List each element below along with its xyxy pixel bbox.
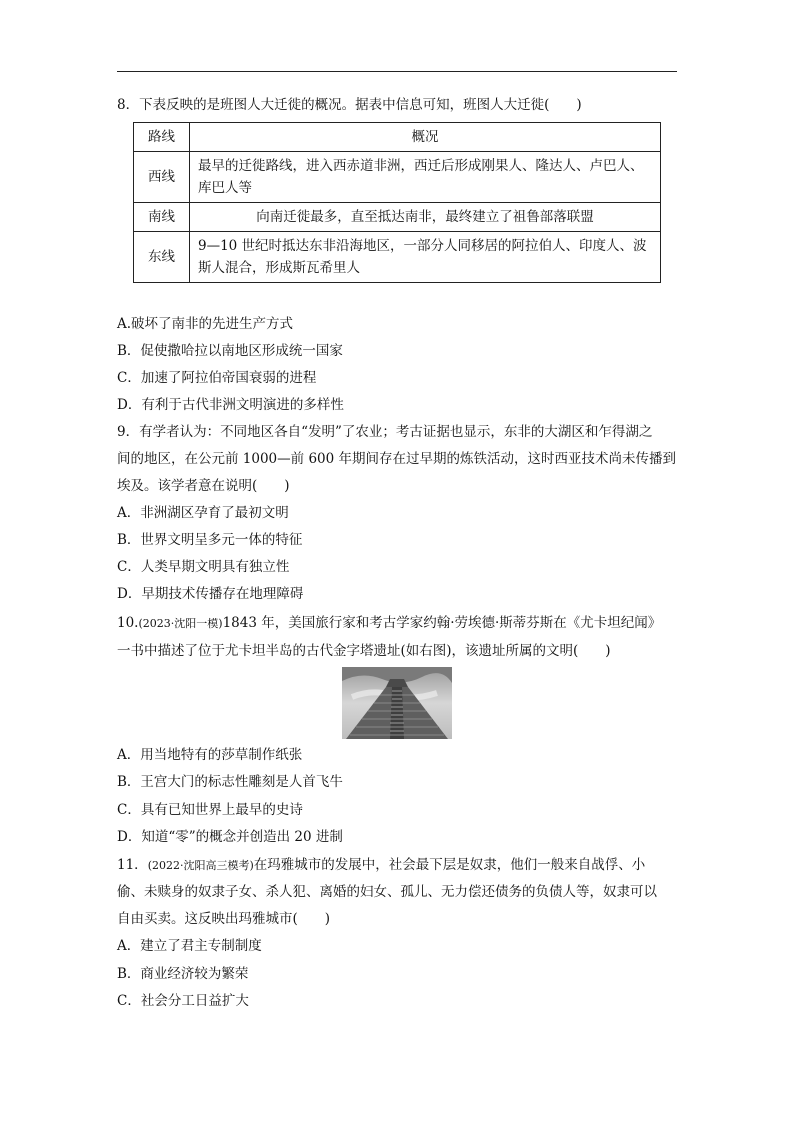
q10-stem-line2: 一书中描述了位于尤卡坦半岛的古代金字塔遗址(如右图)，该遗址所属的文明( )	[117, 643, 611, 659]
desc-line: 最早的迁徙路线，进入西赤道非洲，西迁后形成刚果人、隆达人、卢巴人、	[198, 158, 644, 174]
pyramid-photo-icon	[342, 667, 452, 739]
desc-line: 向南迁徙最多，直至抵达南非，最终建立了祖鲁部落联盟	[256, 209, 594, 225]
q11-source: (2022·沈阳高三模考)	[147, 859, 254, 872]
desc-cell	[190, 152, 661, 203]
desc-cell	[190, 232, 661, 283]
desc-line: 斯人混合，形成斯瓦希里人	[198, 260, 360, 276]
q8-stem: 8．下表反映的是班图人大迁徙的概况。据表中信息可知，班图人大迁徙( )	[117, 97, 582, 113]
q11-option-a[interactable]: A．建立了君主专制制度	[117, 938, 262, 954]
route-cell: 东线	[134, 232, 190, 283]
q11-stem-text: 在玛雅城市的发展中，社会最下层是奴隶，他们一般来自战俘、小	[253, 857, 646, 873]
q11-stem-line2: 偷、未赎身的奴隶子女、杀人犯、离婚的妇女、孤儿、无力偿还债务的负债人等，奴隶可以	[117, 884, 657, 900]
table-header-route: 路线	[134, 123, 190, 152]
q9-stem-line1: 9．有学者认为：不同地区各自“发明”了农业；考古证据也显示，东非的大湖区和乍得湖之	[117, 424, 653, 440]
q8-option-a[interactable]: A.破坏了南非的先进生产方式	[117, 316, 294, 332]
q9-option-a[interactable]: A．非洲湖区孕育了最初文明	[117, 505, 289, 521]
q8-option-c[interactable]: C．加速了阿拉伯帝国衰弱的进程	[117, 370, 317, 386]
q8-option-d[interactable]: D．有利于古代非洲文明演进的多样性	[117, 397, 344, 413]
header-rule	[117, 71, 677, 72]
table-row	[134, 152, 661, 203]
q11-number: 11．	[117, 857, 148, 873]
desc-line: 库巴人等	[198, 180, 252, 196]
q11-stem-line3: 自由买卖。这反映出玛雅城市( )	[117, 911, 331, 927]
q10-source: (2023·沈阳一模)	[138, 617, 223, 630]
q9-option-b[interactable]: B．世界文明呈多元一体的特征	[117, 532, 303, 548]
q9-stem-line3: 埃及。该学者意在说明( )	[117, 478, 290, 494]
table-header-overview: 概况	[190, 123, 661, 152]
q11-option-b[interactable]: B．商业经济较为繁荣	[117, 966, 249, 982]
q9-stem-line2: 间的地区，在公元前 1000—前 600 年期间存在过早期的炼铁活动，这时西亚技术尚未传播到	[117, 451, 676, 467]
table-row	[134, 232, 661, 283]
q10-option-a[interactable]: A．用当地特有的莎草制作纸张	[117, 747, 303, 763]
desc-cell	[190, 203, 661, 232]
table-header-row	[134, 123, 661, 152]
route-cell: 南线	[134, 203, 190, 232]
q11-stem-line1	[117, 856, 645, 875]
migration-table	[133, 122, 661, 283]
q11-option-c[interactable]: C．社会分工日益扩大	[117, 993, 249, 1009]
q8-option-b[interactable]: B．促使撒哈拉以南地区形成统一国家	[117, 343, 343, 359]
q10-number: 10.	[117, 615, 139, 631]
q9-option-c[interactable]: C．人类早期文明具有独立性	[117, 559, 290, 575]
q10-option-b[interactable]: B．王宫大门的标志性雕刻是人首飞牛	[117, 774, 343, 790]
q9-option-d[interactable]: D．早期技术传播存在地理障碍	[117, 586, 304, 602]
q10-option-c[interactable]: C．具有已知世界上最早的史诗	[117, 802, 303, 818]
q10-option-d[interactable]: D．知道“零”的概念并创造出 20 进制	[117, 829, 343, 845]
route-cell: 西线	[134, 152, 190, 203]
q10-stem-line1	[117, 614, 661, 633]
desc-line: 9—10 世纪时抵达东非沿海地区，一部分人同移居的阿拉伯人、印度人、波	[198, 238, 647, 254]
table-row	[134, 203, 661, 232]
q10-stem-text: 1843 年，美国旅行家和考古学家约翰·劳埃德·斯蒂芬斯在《尤卡坦纪闻》	[222, 615, 662, 631]
